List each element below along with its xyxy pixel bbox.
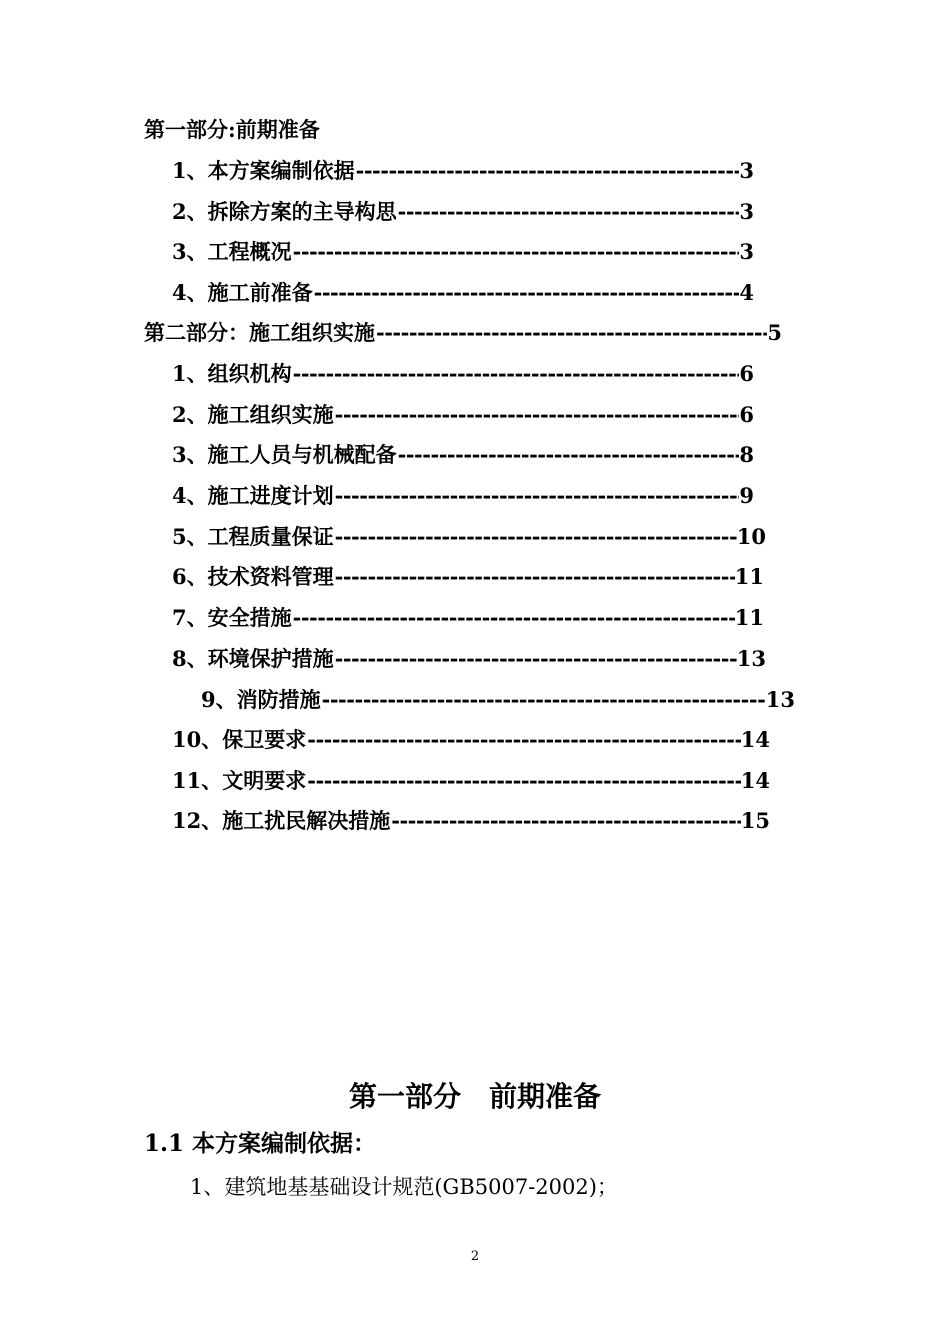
toc-page-number: 14 <box>740 727 770 752</box>
toc-leader-dots <box>334 523 737 551</box>
toc-entry[interactable] <box>172 645 766 673</box>
toc-page-number: 14 <box>740 768 770 793</box>
toc-entry-label: 第一部分:前期准备 <box>144 117 320 142</box>
section-subtitle: 1.1 本方案编制依据： <box>144 1130 377 1157</box>
toc-leader-dots <box>397 198 740 226</box>
toc-entry[interactable] <box>172 767 770 795</box>
toc-entry-label: 3、工程概况 <box>172 239 292 264</box>
toc-entry[interactable] <box>172 238 754 266</box>
toc-entry-label: 12、施工扰民解决措施 <box>172 808 391 833</box>
toc-leader-dots <box>334 401 740 429</box>
toc-page-number: 4 <box>739 280 754 305</box>
toc-entry-label: 6、技术资料管理 <box>172 564 334 589</box>
toc-entry-label: 5、工程质量保证 <box>172 524 334 549</box>
toc-entry-label: 11、文明要求 <box>172 768 307 793</box>
toc-leader-dots <box>321 686 766 714</box>
toc-entry[interactable] <box>172 807 770 835</box>
toc-page-number: 3 <box>739 239 754 264</box>
toc-leader-dots <box>334 482 740 510</box>
toc-leader-dots <box>292 238 740 266</box>
toc-leader-dots <box>334 563 735 591</box>
toc-page-number: 3 <box>739 199 754 224</box>
toc-page-number: 6 <box>739 402 754 427</box>
toc-heading-part-one[interactable] <box>144 116 344 144</box>
toc-leader-dots <box>390 807 741 835</box>
toc-entry[interactable] <box>172 360 754 388</box>
toc-leader-dots <box>292 360 740 388</box>
toc-entry[interactable] <box>172 279 754 307</box>
toc-entry-label: 4、施工前准备 <box>172 280 313 305</box>
toc-entry[interactable] <box>172 157 754 185</box>
toc-entry[interactable] <box>172 726 770 754</box>
toc-entry[interactable] <box>172 563 764 591</box>
toc-page-number: 11 <box>734 564 764 589</box>
toc-page-number: 11 <box>734 605 764 630</box>
toc-leader-dots <box>355 157 740 185</box>
toc-leader-dots <box>292 604 735 632</box>
toc-page-number: 13 <box>765 687 795 712</box>
toc-entry-label: 8、环境保护措施 <box>172 646 334 671</box>
toc-entry-label: 7、安全措施 <box>172 605 292 630</box>
toc-entry[interactable] <box>172 482 754 510</box>
toc-entry-label: 9、消防措施 <box>201 687 321 712</box>
toc-leader-dots <box>313 279 740 307</box>
toc-entry[interactable] <box>201 686 795 714</box>
toc-leader-dots <box>306 726 741 754</box>
toc-page-number: 5 <box>767 320 782 345</box>
toc-entry-label: 2、施工组织实施 <box>172 402 334 427</box>
toc-entry[interactable] <box>172 523 766 551</box>
toc-entry-label: 2、拆除方案的主导构思 <box>172 199 397 224</box>
toc-leader-dots <box>375 319 767 347</box>
toc-page-number: 13 <box>736 646 766 671</box>
toc-entry[interactable] <box>172 198 754 226</box>
page-number: 2 <box>470 1249 480 1264</box>
section-title: 第一部分 前期准备 <box>348 1080 601 1113</box>
toc-page-number: 3 <box>739 158 754 183</box>
toc-entry-label: 第二部分：施工组织实施 <box>144 320 375 345</box>
toc-entry-label: 1、组织机构 <box>172 361 292 386</box>
toc-entry-label: 1、本方案编制依据 <box>172 158 355 183</box>
toc-entry-label: 3、施工人员与机械配备 <box>172 442 397 467</box>
toc-leader-dots <box>334 645 737 673</box>
body-paragraph: 1、建筑地基基础设计规范(GB5007-2002)； <box>190 1175 618 1199</box>
toc-heading-part-two[interactable] <box>144 319 782 347</box>
toc-entry[interactable] <box>172 604 764 632</box>
toc-entry-label: 4、施工进度计划 <box>172 483 334 508</box>
toc-leader-dots <box>306 767 741 795</box>
toc-entry-label: 10、保卫要求 <box>172 727 307 752</box>
toc-page-number: 6 <box>739 361 754 386</box>
toc-page-number: 15 <box>740 808 770 833</box>
toc-page-number: 10 <box>736 524 766 549</box>
toc-page-number: 8 <box>739 442 754 467</box>
toc-page-number: 9 <box>739 483 754 508</box>
toc-leader-dots <box>397 441 740 469</box>
toc-entry[interactable] <box>172 401 754 429</box>
toc-entry[interactable] <box>172 441 754 469</box>
